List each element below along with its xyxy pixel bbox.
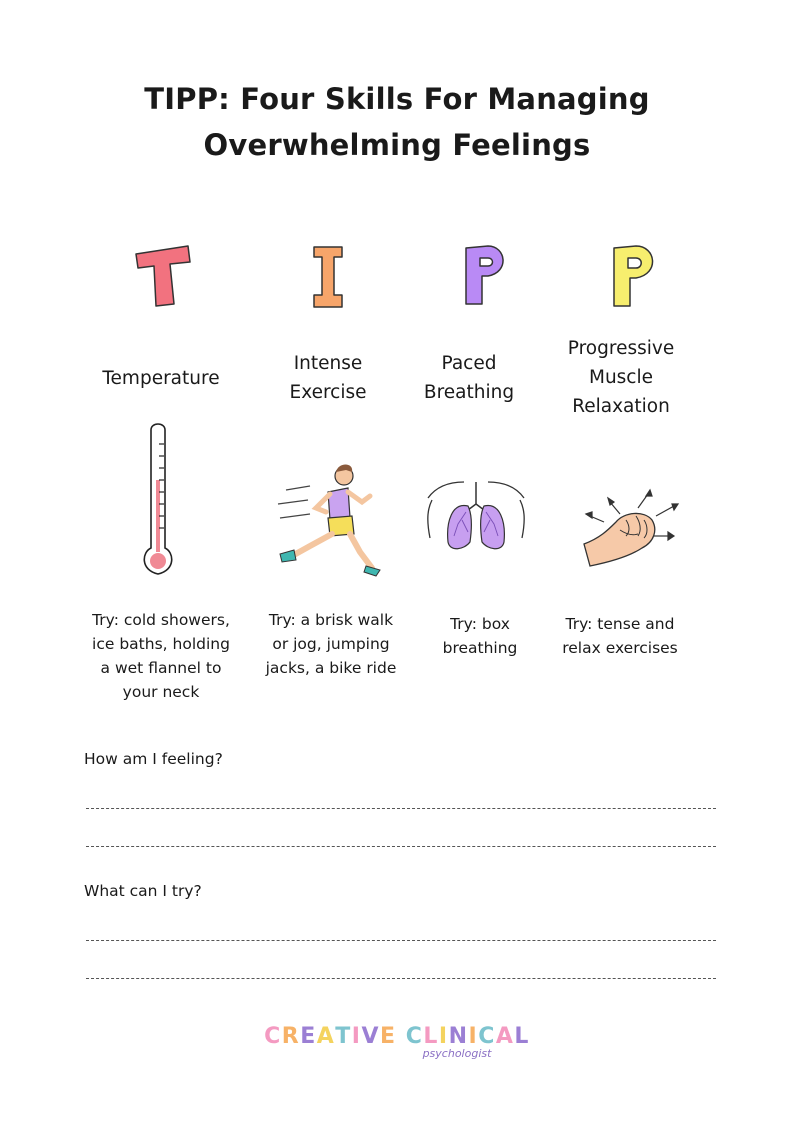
title-line-2: Overwhelming Feelings bbox=[203, 128, 591, 162]
tip-paced-breathing: Try: box breathing bbox=[442, 615, 518, 657]
logo-letter: R bbox=[281, 1024, 301, 1049]
logo-letter: I bbox=[438, 1024, 449, 1049]
clenched-hand-icon bbox=[580, 486, 680, 574]
logo-letter: E bbox=[300, 1024, 317, 1049]
logo-wordmark bbox=[0, 1024, 794, 1049]
lungs-icon bbox=[424, 478, 528, 578]
question-try: What can I try? bbox=[84, 882, 202, 900]
skill-name-intense-exercise: Intense Exercise bbox=[289, 353, 367, 403]
question-feeling: How am I feeling? bbox=[84, 750, 223, 768]
logo-letter: T bbox=[335, 1024, 352, 1049]
answer-line[interactable] bbox=[86, 846, 716, 847]
answer-line[interactable] bbox=[86, 978, 716, 979]
logo-letter: C bbox=[478, 1024, 496, 1049]
letter-i-icon bbox=[308, 243, 348, 311]
tip-progressive-muscle-relaxation: Try: tense and relax exercises bbox=[562, 615, 678, 657]
skill-name-paced-breathing: Paced Breathing bbox=[423, 353, 515, 403]
logo-letter: V bbox=[361, 1024, 380, 1049]
thermometer-icon bbox=[138, 420, 178, 580]
logo-letter: E bbox=[380, 1024, 397, 1049]
answer-line[interactable] bbox=[86, 808, 716, 809]
letter-p-paced-icon bbox=[458, 240, 514, 312]
logo-letter: C bbox=[264, 1024, 282, 1049]
logo-letter: N bbox=[448, 1024, 469, 1049]
skill-name-progressive-muscle-relaxation: Progressive Muscle Relaxation bbox=[567, 338, 675, 417]
logo-letter: C bbox=[405, 1024, 424, 1049]
tip-intense-exercise: Try: a brisk walk or jog, jumping jacks, a bike ride bbox=[265, 611, 397, 677]
answer-line[interactable] bbox=[86, 940, 716, 941]
tip-temperature: Try: cold showers, ice baths, holding a wet flannel to your neck bbox=[92, 611, 230, 701]
runner-icon bbox=[270, 460, 386, 580]
logo-letter: I bbox=[468, 1024, 479, 1049]
title-line-1: TIPP: Four Skills For Managing bbox=[144, 82, 650, 116]
logo-subtitle: psychologist bbox=[422, 1047, 492, 1060]
logo-letter: A bbox=[495, 1024, 515, 1049]
letter-p-progressive-icon bbox=[606, 240, 662, 312]
logo-letter: L bbox=[423, 1024, 439, 1049]
page-title bbox=[0, 76, 794, 168]
skill-name-temperature: Temperature bbox=[102, 368, 220, 389]
brand-logo bbox=[0, 1024, 794, 1060]
logo-letter: A bbox=[316, 1024, 336, 1049]
logo-letter: I bbox=[351, 1024, 362, 1049]
logo-letter bbox=[397, 1024, 406, 1049]
letter-t-icon bbox=[130, 240, 194, 310]
logo-letter: L bbox=[514, 1024, 530, 1049]
